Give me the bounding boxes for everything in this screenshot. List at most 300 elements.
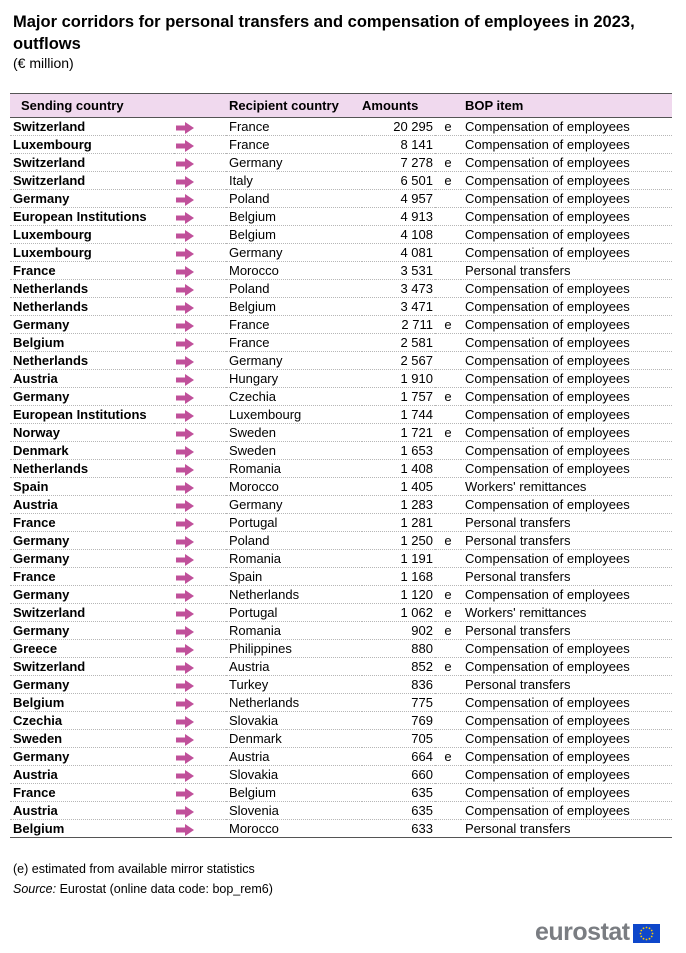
- arrow-cell: [174, 406, 226, 424]
- recipient-country-cell: Belgium: [229, 299, 276, 314]
- estimate-flag-cell: [435, 550, 461, 568]
- table-row: [10, 388, 672, 406]
- arrow-cell: [174, 784, 226, 802]
- sending-country-cell: Belgium: [13, 335, 65, 350]
- recipient-country-cell: Czechia: [229, 389, 276, 404]
- right-arrow-icon: [176, 230, 194, 242]
- sending-country-cell: Luxembourg: [13, 245, 92, 260]
- amount-cell: 1 062: [400, 605, 433, 620]
- amount-cell: 769: [411, 713, 433, 728]
- table-row: [10, 532, 672, 550]
- table-row: [10, 568, 672, 586]
- table-row: [10, 118, 672, 136]
- amount-cell: 633: [411, 821, 433, 836]
- table-row: [10, 244, 672, 262]
- table-row: [10, 172, 672, 190]
- estimate-flag-cell: e: [444, 659, 452, 674]
- bop-item-cell: Compensation of employees: [465, 137, 630, 152]
- source-label: Source:: [13, 882, 57, 896]
- amount-cell: 6 501: [400, 173, 433, 188]
- estimate-flag-cell: [435, 460, 461, 478]
- arrow-cell: [174, 820, 226, 838]
- right-arrow-icon: [176, 752, 194, 764]
- recipient-country-cell: Morocco: [229, 821, 279, 836]
- estimate-flag-cell: [435, 352, 461, 370]
- right-arrow-icon: [176, 428, 194, 440]
- eu-flag-icon: [633, 924, 660, 943]
- sending-country-cell: Netherlands: [13, 353, 89, 368]
- table-row: [10, 676, 672, 694]
- sending-country-cell: Switzerland: [13, 659, 86, 674]
- estimate-flag-cell: [435, 496, 461, 514]
- bop-item-cell: Personal transfers: [465, 533, 571, 548]
- estimate-flag-cell: [435, 478, 461, 496]
- eu-star: [651, 932, 653, 934]
- header-bop-item: BOP item: [461, 94, 672, 118]
- eu-star: [642, 937, 644, 939]
- right-arrow-icon: [176, 302, 194, 314]
- amount-cell: 1 910: [400, 371, 433, 386]
- table-row: [10, 316, 672, 334]
- arrow-cell: [174, 136, 226, 154]
- bop-item-cell: Compensation of employees: [465, 119, 630, 134]
- amount-cell: 1 191: [400, 551, 433, 566]
- chart-title: Major corridors for personal transfers and compensation of employees in 2023, outflows: [13, 13, 635, 53]
- eu-star: [650, 929, 652, 931]
- estimate-flag-cell: e: [444, 605, 452, 620]
- bop-item-cell: Compensation of employees: [465, 461, 630, 476]
- recipient-country-cell: Poland: [229, 281, 270, 296]
- right-arrow-icon: [176, 518, 194, 530]
- right-arrow-icon: [176, 770, 194, 782]
- bop-item-cell: Personal transfers: [465, 569, 571, 584]
- estimate-flag-cell: [435, 730, 461, 748]
- bop-item-cell: Compensation of employees: [465, 713, 630, 728]
- arrow-cell: [174, 532, 226, 550]
- arrow-cell: [174, 316, 226, 334]
- bop-item-cell: Personal transfers: [465, 821, 571, 836]
- arrow-cell: [174, 460, 226, 478]
- bop-item-cell: Compensation of employees: [465, 497, 630, 512]
- arrow-cell: [174, 712, 226, 730]
- arrow-cell: [174, 352, 226, 370]
- recipient-country-cell: Poland: [229, 191, 270, 206]
- bop-item-cell: Compensation of employees: [465, 227, 630, 242]
- arrow-cell: [174, 478, 226, 496]
- estimate-flag-cell: e: [444, 389, 452, 404]
- estimate-flag-cell: [435, 406, 461, 424]
- table-row: [10, 460, 672, 478]
- estimate-flag-cell: [435, 712, 461, 730]
- sending-country-cell: European Institutions: [13, 407, 147, 422]
- right-arrow-icon: [176, 212, 194, 224]
- bop-item-cell: Compensation of employees: [465, 245, 630, 260]
- estimate-flag-cell: [435, 820, 461, 838]
- table-row: [10, 784, 672, 802]
- estimate-flag-cell: e: [444, 623, 452, 638]
- amount-cell: 635: [411, 803, 433, 818]
- sending-country-cell: European Institutions: [13, 209, 147, 224]
- recipient-country-cell: Germany: [229, 353, 283, 368]
- right-arrow-icon: [176, 446, 194, 458]
- amount-cell: 902: [411, 623, 433, 638]
- bop-item-cell: Compensation of employees: [465, 641, 630, 656]
- table-row: [10, 604, 672, 622]
- arrow-cell: [174, 244, 226, 262]
- recipient-country-cell: France: [229, 317, 270, 332]
- arrow-cell: [174, 496, 226, 514]
- table-row: [10, 478, 672, 496]
- table-row: [10, 226, 672, 244]
- bop-item-cell: Personal transfers: [465, 623, 571, 638]
- table-row: [10, 352, 672, 370]
- sending-country-cell: Germany: [13, 749, 70, 764]
- amount-cell: 3 471: [400, 299, 433, 314]
- recipient-country-cell: Spain: [229, 569, 263, 584]
- sending-country-cell: Germany: [13, 551, 70, 566]
- sending-country-cell: France: [13, 515, 56, 530]
- recipient-country-cell: Germany: [229, 245, 283, 260]
- logo-text: eurostat: [535, 918, 630, 946]
- sending-country-cell: Switzerland: [13, 155, 86, 170]
- recipient-country-cell: Germany: [229, 497, 283, 512]
- recipient-country-cell: Hungary: [229, 371, 279, 386]
- amount-cell: 1 408: [400, 461, 433, 476]
- table-row: [10, 136, 672, 154]
- sending-country-cell: Denmark: [13, 443, 69, 458]
- bop-item-cell: Compensation of employees: [465, 173, 630, 188]
- recipient-country-cell: Belgium: [229, 209, 276, 224]
- recipient-country-cell: Portugal: [229, 605, 278, 620]
- amount-cell: 4 957: [400, 191, 433, 206]
- right-arrow-icon: [176, 248, 194, 260]
- sending-country-cell: Germany: [13, 317, 70, 332]
- estimate-flag-cell: [435, 136, 461, 154]
- recipient-country-cell: Romania: [229, 623, 282, 638]
- footnote: (e) estimated from available mirror statistics: [13, 862, 255, 876]
- estimate-flag-cell: e: [444, 173, 452, 188]
- recipient-country-cell: Italy: [229, 173, 253, 188]
- corridors-table: [10, 93, 672, 838]
- table-row: [10, 712, 672, 730]
- bop-item-cell: Compensation of employees: [465, 767, 630, 782]
- arrow-cell: [174, 208, 226, 226]
- table-row: [10, 406, 672, 424]
- amount-cell: 1 757: [400, 389, 433, 404]
- estimate-flag-cell: [435, 802, 461, 820]
- right-arrow-icon: [176, 176, 194, 188]
- arrow-cell: [174, 190, 226, 208]
- amount-cell: 7 278: [400, 155, 433, 170]
- eu-star: [642, 927, 644, 929]
- right-arrow-icon: [176, 662, 194, 674]
- right-arrow-icon: [176, 716, 194, 728]
- estimate-flag-cell: [435, 280, 461, 298]
- right-arrow-icon: [176, 374, 194, 386]
- amount-cell: 3 473: [400, 281, 433, 296]
- estimate-flag-cell: [435, 442, 461, 460]
- amount-cell: 1 281: [400, 515, 433, 530]
- amount-cell: 775: [411, 695, 433, 710]
- eu-star: [639, 932, 641, 934]
- arrow-cell: [174, 442, 226, 460]
- amount-cell: 3 531: [400, 263, 433, 278]
- recipient-country-cell: Netherlands: [229, 587, 300, 602]
- recipient-country-cell: Portugal: [229, 515, 278, 530]
- header-arrow: [174, 94, 226, 118]
- recipient-country-cell: Belgium: [229, 785, 276, 800]
- recipient-country-cell: Sweden: [229, 425, 276, 440]
- amount-cell: 8 141: [400, 137, 433, 152]
- right-arrow-icon: [176, 284, 194, 296]
- amount-cell: 1 721: [400, 425, 433, 440]
- arrow-cell: [174, 730, 226, 748]
- eu-star: [640, 929, 642, 931]
- arrow-cell: [174, 802, 226, 820]
- right-arrow-icon: [176, 590, 194, 602]
- right-arrow-icon: [176, 536, 194, 548]
- sending-country-cell: Austria: [13, 497, 58, 512]
- sending-country-cell: Austria: [13, 803, 58, 818]
- table-row: [10, 658, 672, 676]
- bop-item-cell: Workers' remittances: [465, 605, 587, 620]
- eu-star: [645, 938, 647, 940]
- arrow-cell: [174, 766, 226, 784]
- amount-cell: 4 081: [400, 245, 433, 260]
- recipient-country-cell: Austria: [229, 749, 270, 764]
- right-arrow-icon: [176, 806, 194, 818]
- bop-item-cell: Personal transfers: [465, 263, 571, 278]
- table-row: [10, 334, 672, 352]
- bop-item-cell: Compensation of employees: [465, 371, 630, 386]
- right-arrow-icon: [176, 572, 194, 584]
- table-row: [10, 496, 672, 514]
- arrow-cell: [174, 280, 226, 298]
- recipient-country-cell: France: [229, 335, 270, 350]
- amount-cell: 4 108: [400, 227, 433, 242]
- sending-country-cell: France: [13, 785, 56, 800]
- bop-item-cell: Compensation of employees: [465, 749, 630, 764]
- arrow-cell: [174, 568, 226, 586]
- sending-country-cell: Spain: [13, 479, 49, 494]
- table-header-row: [10, 94, 672, 118]
- sending-country-cell: Switzerland: [13, 173, 86, 188]
- sending-country-cell: Norway: [13, 425, 60, 440]
- arrow-cell: [174, 748, 226, 766]
- bop-item-cell: Compensation of employees: [465, 731, 630, 746]
- right-arrow-icon: [176, 680, 194, 692]
- estimate-flag-cell: [435, 370, 461, 388]
- arrow-cell: [174, 226, 226, 244]
- arrow-cell: [174, 424, 226, 442]
- sending-country-cell: Luxembourg: [13, 137, 92, 152]
- amount-cell: 1 653: [400, 443, 433, 458]
- right-arrow-icon: [176, 464, 194, 476]
- arrow-cell: [174, 622, 226, 640]
- estimate-flag-cell: e: [444, 119, 452, 134]
- estimate-flag-cell: [435, 190, 461, 208]
- recipient-country-cell: Netherlands: [229, 695, 300, 710]
- estimate-flag-cell: [435, 298, 461, 316]
- right-arrow-icon: [176, 356, 194, 368]
- right-arrow-icon: [176, 644, 194, 656]
- sending-country-cell: Austria: [13, 371, 58, 386]
- table-row: [10, 622, 672, 640]
- estimate-flag-cell: [435, 694, 461, 712]
- eu-star: [640, 935, 642, 937]
- amount-cell: 705: [411, 731, 433, 746]
- table-row: [10, 424, 672, 442]
- recipient-country-cell: Philippines: [229, 641, 292, 656]
- recipient-country-cell: Germany: [229, 155, 283, 170]
- amount-cell: 852: [411, 659, 433, 674]
- arrow-cell: [174, 154, 226, 172]
- bop-item-cell: Compensation of employees: [465, 209, 630, 224]
- arrow-cell: [174, 172, 226, 190]
- estimate-flag-cell: [435, 514, 461, 532]
- estimate-flag-cell: [435, 208, 461, 226]
- sending-country-cell: Germany: [13, 623, 70, 638]
- table-row: [10, 748, 672, 766]
- right-arrow-icon: [176, 500, 194, 512]
- sending-country-cell: France: [13, 569, 56, 584]
- recipient-country-cell: Poland: [229, 533, 270, 548]
- bop-item-cell: Compensation of employees: [465, 785, 630, 800]
- amount-cell: 1 405: [400, 479, 433, 494]
- right-arrow-icon: [176, 194, 194, 206]
- table-row: [10, 208, 672, 226]
- right-arrow-icon: [176, 122, 194, 134]
- bop-item-cell: Compensation of employees: [465, 299, 630, 314]
- bop-item-cell: Workers' remittances: [465, 479, 587, 494]
- recipient-country-cell: Denmark: [229, 731, 282, 746]
- eu-star: [650, 935, 652, 937]
- recipient-country-cell: Slovakia: [229, 713, 279, 728]
- arrow-cell: [174, 262, 226, 280]
- recipient-country-cell: Slovakia: [229, 767, 279, 782]
- bop-item-cell: Compensation of employees: [465, 317, 630, 332]
- bop-item-cell: Compensation of employees: [465, 587, 630, 602]
- sending-country-cell: Switzerland: [13, 119, 86, 134]
- recipient-country-cell: France: [229, 119, 270, 134]
- amount-cell: 660: [411, 767, 433, 782]
- amount-cell: 1 168: [400, 569, 433, 584]
- bop-item-cell: Compensation of employees: [465, 803, 630, 818]
- eu-star: [645, 926, 647, 928]
- right-arrow-icon: [176, 788, 194, 800]
- right-arrow-icon: [176, 392, 194, 404]
- bop-item-cell: Compensation of employees: [465, 407, 630, 422]
- sending-country-cell: Belgium: [13, 821, 65, 836]
- amount-cell: 2 581: [400, 335, 433, 350]
- recipient-country-cell: Austria: [229, 659, 270, 674]
- table-row: [10, 820, 672, 838]
- recipient-country-cell: Romania: [229, 551, 282, 566]
- source-text: Eurostat (online data code: bop_rem6): [59, 882, 273, 896]
- table-row: [10, 514, 672, 532]
- table-row: [10, 802, 672, 820]
- amount-cell: 836: [411, 677, 433, 692]
- right-arrow-icon: [176, 608, 194, 620]
- table-body: [10, 118, 672, 838]
- table-row: [10, 586, 672, 604]
- right-arrow-icon: [176, 482, 194, 494]
- bop-item-cell: Compensation of employees: [465, 155, 630, 170]
- bop-item-cell: Compensation of employees: [465, 425, 630, 440]
- sending-country-cell: Czechia: [13, 713, 63, 728]
- arrow-cell: [174, 604, 226, 622]
- sending-country-cell: Netherlands: [13, 299, 89, 314]
- right-arrow-icon: [176, 338, 194, 350]
- estimate-flag-cell: e: [444, 155, 452, 170]
- estimate-flag-cell: [435, 334, 461, 352]
- arrow-cell: [174, 298, 226, 316]
- estimate-flag-cell: [435, 784, 461, 802]
- table-row: [10, 694, 672, 712]
- recipient-country-cell: Belgium: [229, 227, 276, 242]
- table-row: [10, 766, 672, 784]
- bop-item-cell: Compensation of employees: [465, 191, 630, 206]
- estimate-flag-cell: e: [444, 425, 452, 440]
- right-arrow-icon: [176, 158, 194, 170]
- sending-country-cell: Germany: [13, 677, 70, 692]
- bop-item-cell: Compensation of employees: [465, 659, 630, 674]
- bop-item-cell: Compensation of employees: [465, 389, 630, 404]
- estimate-flag-cell: [435, 640, 461, 658]
- table-row: [10, 442, 672, 460]
- sending-country-cell: Netherlands: [13, 281, 89, 296]
- bop-item-cell: Compensation of employees: [465, 353, 630, 368]
- arrow-cell: [174, 388, 226, 406]
- eurostat-logo: [535, 917, 660, 947]
- table-row: [10, 640, 672, 658]
- amount-cell: 4 913: [400, 209, 433, 224]
- recipient-country-cell: France: [229, 137, 270, 152]
- arrow-cell: [174, 370, 226, 388]
- amount-cell: 664: [411, 749, 433, 764]
- amount-cell: 1 744: [400, 407, 433, 422]
- recipient-country-cell: Luxembourg: [229, 407, 302, 422]
- recipient-country-cell: Turkey: [229, 677, 269, 692]
- table-row: [10, 550, 672, 568]
- estimate-flag-cell: e: [444, 317, 452, 332]
- table-row: [10, 370, 672, 388]
- sending-country-cell: Netherlands: [13, 461, 89, 476]
- source-line: [13, 882, 273, 896]
- arrow-cell: [174, 514, 226, 532]
- bop-item-cell: Compensation of employees: [465, 695, 630, 710]
- bop-item-cell: Compensation of employees: [465, 281, 630, 296]
- estimate-flag-cell: [435, 244, 461, 262]
- arrow-cell: [174, 334, 226, 352]
- amount-cell: 20 295: [393, 119, 433, 134]
- eu-star: [648, 937, 650, 939]
- table-row: [10, 154, 672, 172]
- arrow-cell: [174, 118, 226, 136]
- sending-country-cell: Greece: [13, 641, 58, 656]
- sending-country-cell: Germany: [13, 587, 70, 602]
- bop-item-cell: Compensation of employees: [465, 551, 630, 566]
- table-row: [10, 298, 672, 316]
- right-arrow-icon: [176, 698, 194, 710]
- sending-country-cell: Switzerland: [13, 605, 86, 620]
- amount-cell: 635: [411, 785, 433, 800]
- estimate-flag-cell: [435, 262, 461, 280]
- bop-item-cell: Personal transfers: [465, 677, 571, 692]
- right-arrow-icon: [176, 626, 194, 638]
- arrow-cell: [174, 586, 226, 604]
- table-row: [10, 280, 672, 298]
